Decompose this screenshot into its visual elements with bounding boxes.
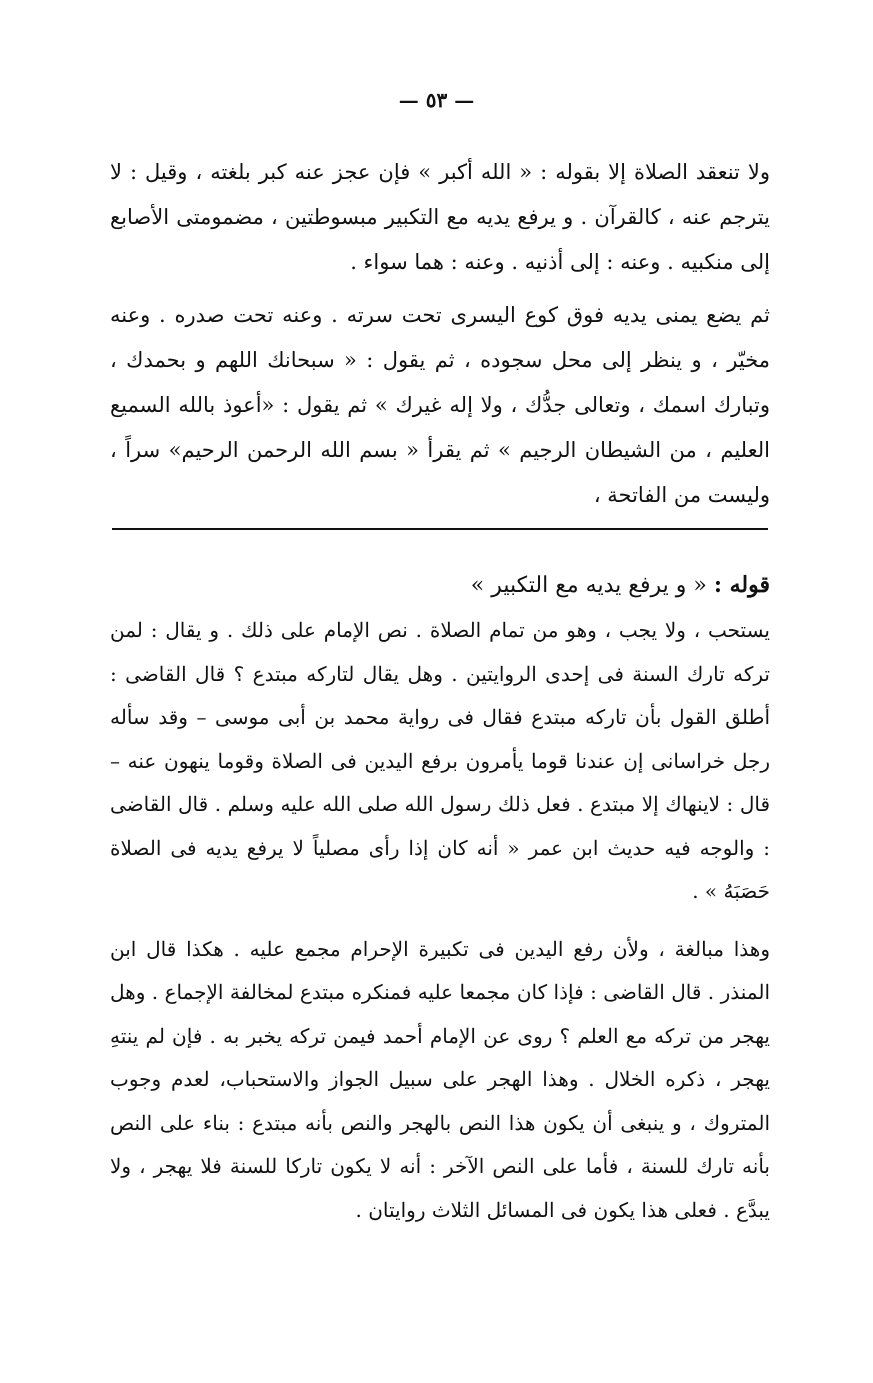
commentary-paragraph-2: وهذا مبالغة ، ولأن رفع اليدين فى تكبيرة الإحرام مجمع عليه . هكذا قال ابن المنذر . قال القاضى : فإذا كان مجمعا عليه فمنكره مبتدع لمخالفة الإجماع . وهل يهجر من تركه مع العلم ؟ روى عن الإمام أحمد فيمن تركه يخبر به . فإن لم ينتهِ يهجر ، ذكره الخلال . وهذا الهجر على سبيل الجواز والاستحباب، لعدم وجوب المتروك ، و ينبغى أن يكون هذا النص بالهجر والنص بأنه مبتدع : بناء على النص بأنه تارك للسنة ، فأما على النص الآخر : أنه لا يكون تاركا للسنة فلا يهجر ، ولا يبدَّع . فعلى هذا يكون فى المسائل الثلاث روايتان . <box>110 936 770 1222</box>
commentary-heading <box>110 562 770 609</box>
main-paragraph-1: ولا تنعقد الصلاة إلا بقوله : « الله أكبر » فإن عجز عنه كبر بلغته ، وقيل : لا يترجم عنه ، كالقرآن . و يرفع يديه مع التكبير مبسوطتين ، مضمومتى الأصابع إلى منكبيه . وعنه : إلى أذنيه . وعنه : هما سواء . <box>110 160 770 274</box>
footnote-divider <box>112 528 768 530</box>
commentary <box>110 562 770 1232</box>
main-text <box>110 150 770 518</box>
commentary-heading-quote: « و يرفع يديه مع التكبير » <box>470 573 707 598</box>
commentary-heading-label: قوله : <box>713 572 770 598</box>
main-paragraph-2: ثم يضع يمنى يديه فوق كوع اليسرى تحت سرته . وعنه تحت صدره . وعنه مخيّر ، و ينظر إلى محل سجوده ، ثم يقول : « سبحانك اللهم و بحمدك ، وتبارك اسمك ، وتعالى جدُّك ، ولا إله غيرك » ثم يقول : «أعوذ بالله السميع العليم ، من الشيطان الرجيم » ثم يقرأ « بسم الله الرحمن الرحيم» سراً ، وليست من الفاتحة ، <box>110 303 770 507</box>
page-number: — ٥٣ — <box>398 88 475 112</box>
commentary-paragraph-1: يستحب ، ولا يجب ، وهو من تمام الصلاة . نص الإمام على ذلك . و يقال : لمن تركه تارك السنة فى إحدى الروايتين . وهل يقال لتاركه مبتدع ؟ قال القاضى : أطلق القول بأن تاركه مبتدع فقال فى رواية محمد بن أبى موسى – وقد سأله رجل خراسانى إن عندنا قوما يأمرون برفع اليدين فى الصلاة وقوما ينهون عنه – قال : لاينهاك إلا مبتدع . فعل ذلك رسول الله صلى الله عليه وسلم . قال القاضى : والوجه فيه حديث ابن عمر « أنه كان إذا رأى مصلياً لا يرفع يديه فى الصلاة حَصَبَهُ » . <box>110 618 770 903</box>
